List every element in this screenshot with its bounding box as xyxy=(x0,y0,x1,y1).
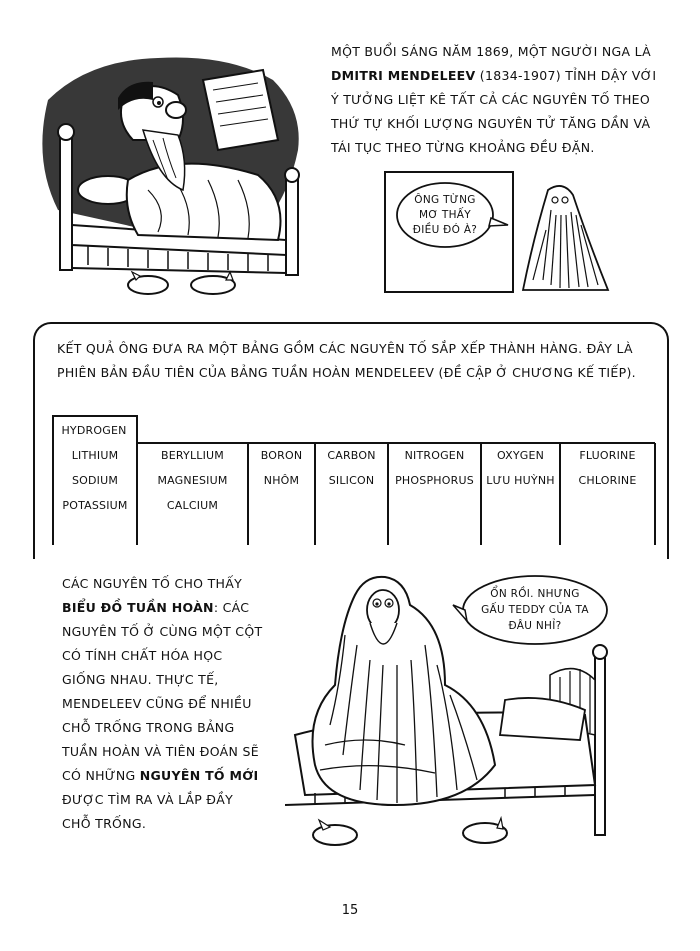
panel1-speech-scene xyxy=(383,170,613,305)
table-cell: NITROGEN xyxy=(404,449,465,462)
table-column xyxy=(389,443,480,545)
periodic-chart-term: BIỂU ĐỒ TUẦN HOÀN xyxy=(62,600,214,615)
table-cell: SILICON xyxy=(328,474,375,487)
caption-line: TÁI TỤC THEO TỪNG KHOẢNG ĐỀU ĐẶN. xyxy=(331,140,595,155)
caption-line: MENDELEEV CŨNG ĐỂ NHIỀU xyxy=(62,696,252,711)
table-cell: BERYLLIUM xyxy=(161,449,224,462)
table-cell: SODIUM xyxy=(71,474,119,487)
table-column xyxy=(316,443,387,545)
caption-line: CÓ NHỮNG NGUYÊN TỐ MỚI xyxy=(62,768,259,783)
caption-line: ĐƯỢC TÌM RA VÀ LẮP ĐẦY xyxy=(62,792,234,807)
table-cell: LƯU HUỲNH xyxy=(486,474,555,487)
bubble-line: GẤU TEDDY CỦA TA xyxy=(481,604,589,616)
table-line xyxy=(654,443,656,545)
caption-line: THỨ TỰ KHỐI LƯỢNG NGUYÊN TỬ TĂNG DẦN VÀ xyxy=(331,116,651,131)
table-line xyxy=(136,415,138,443)
table-cell: FLUORINE xyxy=(579,449,636,462)
panel2-line: KẾT QUẢ ÔNG ĐƯA RA MỘT BẢNG GỒM CÁC NGUYÊN TỐ SẮP XẾP THÀNH HÀNG. ĐÂY LÀ xyxy=(57,341,633,356)
table-cell: PHOSPHORUS xyxy=(395,474,474,487)
caption-line: Ý TƯỞNG LIỆT KÊ TẤT CẢ CÁC NGUYÊN TỐ THEO xyxy=(331,92,650,107)
mendeleev-name: DMITRI MENDELEEV xyxy=(331,68,476,83)
table-cell: NHÔM xyxy=(263,474,300,487)
caption-line: CHỖ TRỐNG. xyxy=(62,816,147,831)
table-column xyxy=(561,443,654,545)
bubble-line: ĐÂU NHỈ? xyxy=(508,620,562,632)
table-column xyxy=(249,443,314,545)
panel2-text xyxy=(57,337,657,385)
panel2-line: PHIÊN BẢN ĐẦU TIÊN CỦA BẢNG TUẦN HOÀN MENDELEEV (ĐỀ CẬP Ở CHƯƠNG KẾ TIẾP). xyxy=(57,365,636,380)
mendeleev-in-bed-illustration xyxy=(28,40,313,305)
page-number: 15 xyxy=(341,903,359,918)
caption-line: TUẦN HOÀN VÀ TIÊN ĐOÁN SẼ xyxy=(62,744,259,759)
table-cell: LITHIUM xyxy=(71,449,119,462)
bubble-line: ỔN RỒI. NHƯNG xyxy=(490,588,580,600)
caption-line: NGUYÊN TỐ Ở CÙNG MỘT CỘT xyxy=(62,624,263,639)
caption-line: MỘT BUỔI SÁNG NĂM 1869, MỘT NGƯỜI NGA LÀ xyxy=(331,44,652,59)
bubble-line: ĐIỀU ĐÓ À? xyxy=(412,224,478,236)
table-cell: CHLORINE xyxy=(578,474,637,487)
caption-line: DMITRI MENDELEEV (1834-1907) TỈNH DẬY VỚI xyxy=(331,68,657,83)
bubble-line: ÔNG TỪNG xyxy=(414,194,476,206)
table-cell: MAGNESIUM xyxy=(157,474,228,487)
table-line xyxy=(52,415,136,417)
table-column xyxy=(482,443,559,545)
table-cell: BORON xyxy=(260,449,303,462)
bubble-line: MƠ THẤY xyxy=(419,209,471,221)
table-cell: POTASSIUM xyxy=(62,499,128,512)
caption-line: CÓ TÍNH CHẤT HÓA HỌC xyxy=(62,648,223,663)
mendeleev-table xyxy=(52,415,655,545)
table-column xyxy=(138,443,247,545)
mendeleev-sitting-illustration xyxy=(285,565,665,865)
table-cell: CARBON xyxy=(327,449,376,462)
caption-line: BIỂU ĐỒ TUẦN HOÀN: CÁC xyxy=(62,600,250,615)
panel1-caption xyxy=(331,40,671,160)
new-elements-term: NGUYÊN TỐ MỚI xyxy=(139,768,259,783)
caption-line: GIỐNG NHAU. THỰC TẾ, xyxy=(62,672,219,687)
panel3-caption xyxy=(62,572,302,836)
caption-line: CHỖ TRỐNG TRONG BẢNG xyxy=(62,720,235,735)
table-column xyxy=(52,443,138,545)
table-cell-hydrogen: HYDROGEN xyxy=(61,424,127,437)
caption-line: CÁC NGUYÊN TỐ CHO THẤY xyxy=(62,576,243,591)
table-cell: OXYGEN xyxy=(496,449,545,462)
table-cell: CALCIUM xyxy=(166,499,219,512)
